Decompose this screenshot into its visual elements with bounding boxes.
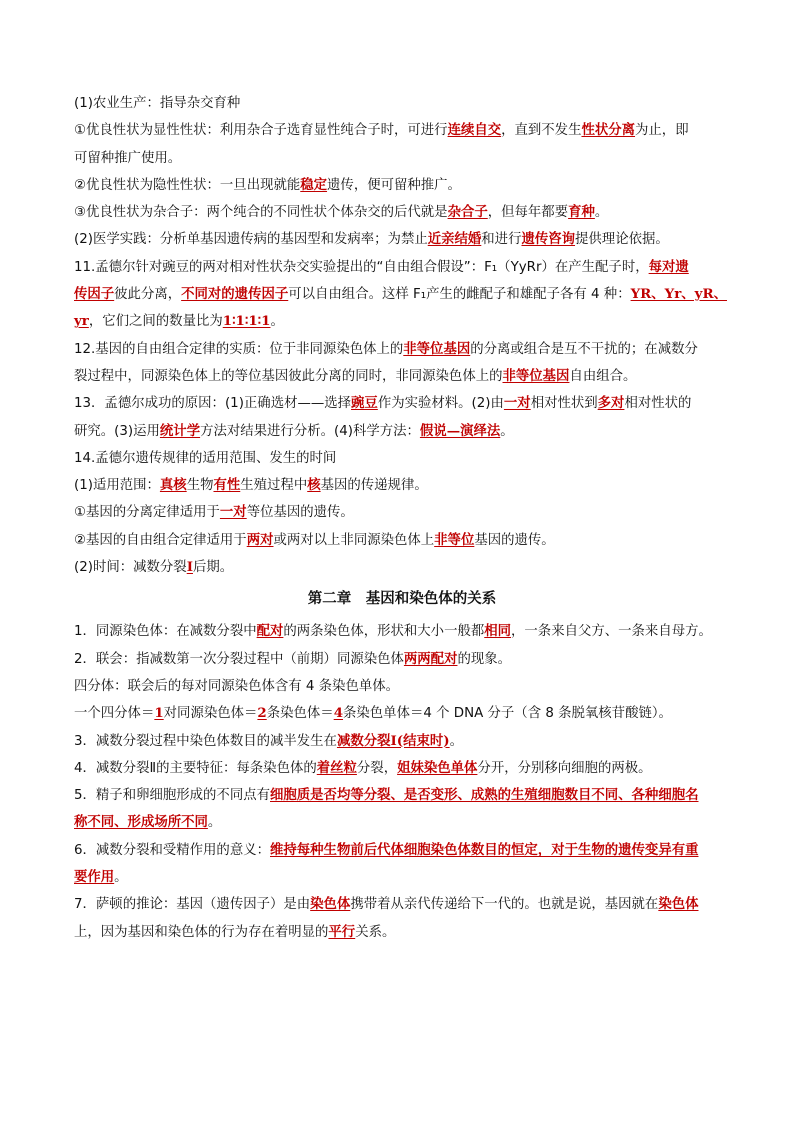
key-term: 不同对的遗传因子 <box>181 286 289 303</box>
line-text: 1．同源染色体：在减数分裂中 <box>74 624 257 640</box>
text-line <box>74 728 730 755</box>
line-text: 或两对以上非同源染色体上 <box>273 532 435 548</box>
key-term: 非等位基因 <box>403 340 471 357</box>
key-term: 着丝粒 <box>316 759 357 776</box>
line-text: 。 <box>449 733 464 749</box>
line-text: 彼此分离， <box>114 287 182 303</box>
key-term: 非等位基因 <box>502 367 570 384</box>
line-text: 可留种推广使用。 <box>74 150 182 166</box>
key-term: 核 <box>307 477 321 494</box>
line-text: ，一条来自父方、一条来自母方。 <box>511 624 712 640</box>
text-line <box>74 673 730 700</box>
key-term: 有性 <box>213 477 241 494</box>
line-text: 。 <box>114 870 128 886</box>
text-line <box>74 782 730 809</box>
key-term: 统计学 <box>159 422 201 439</box>
line-text: 方法对结果进行分析。(4)科学方法： <box>200 423 420 439</box>
text-line <box>74 618 730 645</box>
key-term: 称不同、形成场所不同 <box>74 814 208 831</box>
line-text: 12.基因的自由组合定律的实质：位于非同源染色体上的 <box>74 341 404 357</box>
line-text: 基因的遗传。 <box>474 532 555 548</box>
key-term: 近亲结婚 <box>427 231 482 248</box>
key-term: 稳定 <box>300 176 328 193</box>
line-text: 等位基因的遗传。 <box>246 505 354 521</box>
line-text: 遗传，便可留种推广。 <box>327 177 461 193</box>
line-text: 5．精子和卵细胞形成的不同点有 <box>74 788 270 804</box>
text-line <box>74 254 730 281</box>
line-text: 基因的传递规律。 <box>320 478 428 494</box>
line-text: ③优良性状为杂合子：两个纯合的不同性状个体杂交的后代就是 <box>74 205 448 221</box>
line-text: 对同源染色体＝ <box>163 706 258 722</box>
line-text: 4．减数分裂Ⅱ的主要特征：每条染色体的 <box>74 760 317 776</box>
line-text: 和进行 <box>481 232 522 248</box>
key-term: 连续自交 <box>447 122 502 139</box>
line-text: 关系。 <box>355 924 396 940</box>
line-text: 13．孟德尔成功的原因：(1)正确选材——选择 <box>74 396 352 412</box>
text-line <box>74 308 730 335</box>
line-text: 作为实验材料。(2)由 <box>377 396 504 412</box>
line-text: 。 <box>270 314 284 330</box>
line-text: 。 <box>500 423 514 439</box>
key-term: 传因子 <box>74 286 115 303</box>
text-line <box>74 199 730 226</box>
text-line <box>74 472 730 499</box>
line-text: 为止，即 <box>635 123 689 139</box>
key-term: 非等位 <box>434 531 475 548</box>
key-term: 姐妹染色单体 <box>397 759 478 776</box>
text-line <box>74 554 730 581</box>
key-term: 两对 <box>246 531 274 548</box>
line-text: 相对性状到 <box>530 396 598 412</box>
text-line <box>74 172 730 199</box>
key-term: 遗传咨询 <box>521 231 576 248</box>
line-text: 的两条染色体，形状和大小一般都 <box>283 624 485 640</box>
key-term: YR、Yr、yR、 <box>630 286 727 303</box>
line-text: 裂过程中，同源染色体上的等位基因彼此分离的同时，非同源染色体上的 <box>74 368 503 384</box>
text-line <box>74 336 730 363</box>
section-genetics-application <box>74 90 730 581</box>
key-term: 真核 <box>159 477 187 494</box>
text-line <box>74 145 730 172</box>
text-line <box>74 646 730 673</box>
line-text: ，但每年都要 <box>487 205 569 221</box>
key-term: 育种 <box>568 204 595 221</box>
line-text: 14.孟德尔遗传规律的适用范围、发生的时间 <box>74 450 337 466</box>
key-term: 豌豆 <box>351 395 378 412</box>
key-term: 假说—演绎法 <box>419 422 501 439</box>
line-text: 2．联会：指减数第一次分裂过程中（前期）同源染色体 <box>74 651 404 667</box>
line-text: ①优良性状为显性性状：利用杂合子选育显性纯合子时，可进行 <box>74 123 448 139</box>
line-text: ①基因的分离定律适用于 <box>74 505 220 521</box>
text-line <box>74 864 730 891</box>
key-term: 细胞质是否均等分裂、是否变形、成熟的生殖细胞数目不同、各种细胞名 <box>270 787 699 804</box>
key-term: 每对遗 <box>648 258 689 275</box>
key-term: 两两配对 <box>403 650 458 667</box>
key-term: 4 <box>333 705 344 722</box>
text-line <box>74 390 730 417</box>
key-term: yr <box>74 313 89 330</box>
key-term: 平行 <box>328 923 356 940</box>
key-term: 1 <box>154 705 164 722</box>
line-text: 生殖过程中 <box>240 478 308 494</box>
line-text: (2)医学实践：分析单基因遗传病的基因型和发病率；为禁止 <box>74 232 428 248</box>
text-line <box>74 755 730 782</box>
key-term: 配对 <box>256 623 284 640</box>
key-term: 1∶1∶1∶1 <box>222 313 271 330</box>
line-text: 7．萨顿的推论：基因（遗传因子）是由 <box>74 897 311 913</box>
line-text: 自由组合。 <box>569 368 637 384</box>
line-text: 分裂， <box>356 760 398 776</box>
key-term: 要作用 <box>74 869 115 886</box>
text-line <box>74 891 730 918</box>
text-line <box>74 281 730 308</box>
text-line <box>74 117 730 144</box>
section-chapter-two <box>74 618 730 946</box>
line-text: 携带着从亲代传递给下一代的。也就是说，基因就在 <box>350 897 659 913</box>
text-line <box>74 90 730 117</box>
line-text: 的分离或组合是互不干扰的；在减数分 <box>470 341 698 357</box>
key-term: 杂合子 <box>447 204 488 221</box>
line-text: 6．减数分裂和受精作用的意义： <box>74 842 270 858</box>
line-text: 可以自由组合。这样 F₁产生的雌配子和雄配子各有 4 种： <box>288 287 631 303</box>
text-line <box>74 809 730 836</box>
line-text: ②优良性状为隐性性状：一旦出现就能 <box>74 177 301 193</box>
text-line <box>74 445 730 472</box>
line-text: (1)适用范围： <box>74 478 160 494</box>
key-term: 减数分裂Ⅰ(结束时) <box>336 732 450 749</box>
line-text: 四分体：联会后的每对同源染色体含有 4 条染色单体。 <box>74 678 400 694</box>
key-term: 一对 <box>503 395 531 412</box>
document-page <box>74 90 730 946</box>
key-term: 性状分离 <box>581 122 636 139</box>
line-text: 3．减数分裂过程中染色体数目的减半发生在 <box>74 733 337 749</box>
text-line <box>74 700 730 727</box>
text-line <box>74 499 730 526</box>
text-line <box>74 226 730 253</box>
line-text: 。 <box>594 205 609 221</box>
line-text: (2)时间：减数分裂 <box>74 560 187 576</box>
line-text: 相对性状的 <box>624 396 692 412</box>
text-line <box>74 919 730 946</box>
line-text: 研究。(3)运用 <box>74 423 160 439</box>
text-line <box>74 418 730 445</box>
line-text: (1)农业生产：指导杂交育种 <box>74 96 241 111</box>
text-line <box>74 527 730 554</box>
line-text: 条染色体＝ <box>266 706 334 722</box>
key-term: 染色体 <box>658 896 699 913</box>
key-term: 2 <box>257 705 267 722</box>
line-text: 生物 <box>186 478 214 494</box>
key-term: 相同 <box>484 623 512 640</box>
line-text: 后期。 <box>192 560 234 576</box>
line-text: ，直到不发生 <box>501 123 582 139</box>
text-line <box>74 837 730 864</box>
line-text: 的现象。 <box>457 651 512 667</box>
chapter-title: 第二章 基因和染色体的关系 <box>307 591 497 608</box>
line-text: 一个四分体＝ <box>74 706 155 722</box>
key-term: Ⅰ <box>186 559 193 576</box>
key-term: 一对 <box>219 504 247 521</box>
key-term: 多对 <box>597 395 625 412</box>
key-term: 染色体 <box>310 896 351 913</box>
line-text: 11.孟德尔针对豌豆的两对相对性状杂交实验提出的“自由组合假设”：F₁（YyRr）在产生配子时， <box>74 259 649 275</box>
line-text: 。 <box>207 815 222 831</box>
key-term: 维持每种生物前后代体细胞染色体数目的恒定，对于生物的遗传变异有重 <box>270 841 699 858</box>
line-text: ②基因的自由组合定律适用于 <box>74 532 247 548</box>
line-text: 分开，分别移向细胞的两极。 <box>477 760 652 776</box>
line-text: 条染色单体＝4 个 DNA 分子（含 8 条脱氧核苷酸链）。 <box>343 706 672 722</box>
text-line <box>74 363 730 390</box>
line-text: ，它们之间的数量比为 <box>88 314 223 330</box>
line-text: 提供理论依据。 <box>575 232 669 248</box>
line-text: 上，因为基因和染色体的行为存在着明显的 <box>74 924 329 940</box>
